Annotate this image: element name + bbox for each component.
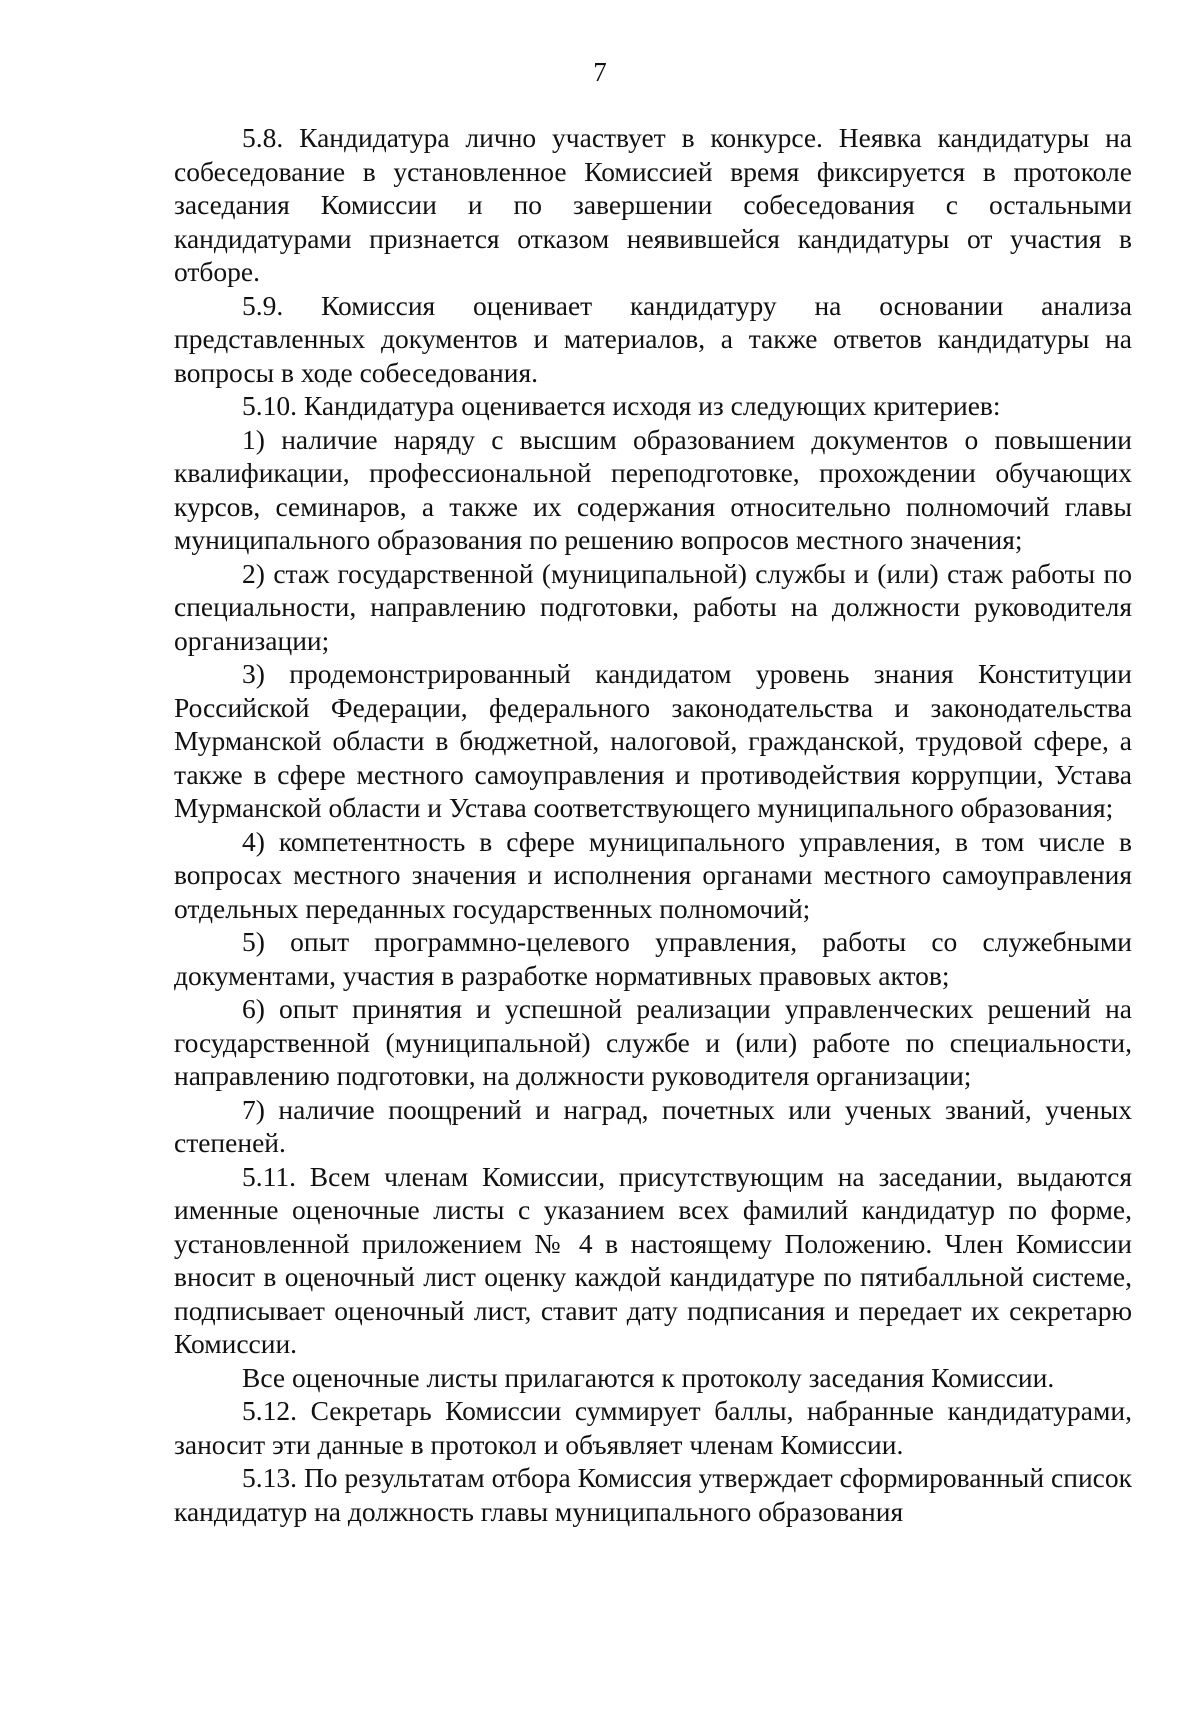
paragraph-5-13: 5.13. По результатам отбора Комиссия утверждает сформированный список кандидатур на должность главы муниципального образования: [174, 1462, 1132, 1527]
criterion-7: 7) наличие поощрений и наград, почетных или ученых званий, ученых степеней.: [174, 1093, 1132, 1158]
criterion-5: 5) опыт программно-целевого управления, работы со служебными документами, участия в разработке нормативных правовых актов;: [174, 926, 1132, 991]
criterion-4: 4) компетентность в сфере муниципального управления, в том числе в вопросах местного значения и исполнения органами местного самоуправления отдельных переданных государственных полномочий;: [174, 825, 1132, 924]
criterion-1: 1) наличие наряду с высшим образованием документов о повышении квалификации, профессиональной переподготовке, прохождении обучающих курсов, семинаров, а также их содержания относительно полномочий главы муниципального образования по решению вопросов местного значения;: [174, 423, 1132, 555]
paragraph-5-10: 5.10. Кандидатура оценивается исходя из следующих критериев:: [242, 390, 1001, 421]
criterion-6: 6) опыт принятия и успешной реализации управленческих решений на государственной (муниципальной) службе и (или) работе по специальности, направлению подготовки, на должности руководителя организации;: [174, 993, 1132, 1091]
paragraph-5-8: 5.8. Кандидатура лично участвует в конкурсе. Неявка кандидатуры на собеседование в установленное Комиссией время фиксируется в протоколе заседания Комиссии и по завершении собеседования с остальными кандидатурами признается отказом неявившейся кандидатуры от участия в отборе.: [174, 122, 1132, 287]
paragraph-5-11: 5.11. Всем членам Комиссии, присутствующим на заседании, выдаются именные оценочные листы с указанием всех фамилий кандидатур по форме, установленной приложением № 4 в настоящему Положению. Член Комиссии вносит в оценочный лист оценку каждой кандидатуре по пятибалльной системе, подписывает оценочный лист, ставит дату подписания и передает их секретарю Комиссии.: [174, 1160, 1132, 1359]
page-number: 7: [593, 57, 607, 87]
criterion-3: 3) продемонстрированный кандидатом уровень знания Конституции Российской Федерации, федерального законодательства и законодательства Мурманской области в бюджетной, налоговой, гражданской, трудовой сфере, а также в сфере местного самоуправления и противодействия коррупции, Устава Мурманской области и Устава соответствующего муниципального образования;: [174, 658, 1132, 823]
paragraph-evaluation-sheets: Все оценочные листы прилагаются к протоколу заседания Комиссии.: [242, 1361, 1055, 1393]
criterion-2: 2) стаж государственной (муниципальной) службы и (или) стаж работы по специальности, направлению подготовки, работы на должности руководителя организации;: [174, 557, 1132, 656]
document-body: [174, 121, 1132, 1528]
paragraph-5-12: 5.12. Секретарь Комиссии суммирует баллы, набранные кандидатурами, заносит эти данные в протокол и объявляет членам Комиссии.: [174, 1395, 1132, 1460]
paragraph-5-9: 5.9. Комиссия оценивает кандидатуру на основании анализа представленных документов и материалов, а также ответов кандидатуры на вопросы в ходе собеседования.: [174, 289, 1132, 388]
